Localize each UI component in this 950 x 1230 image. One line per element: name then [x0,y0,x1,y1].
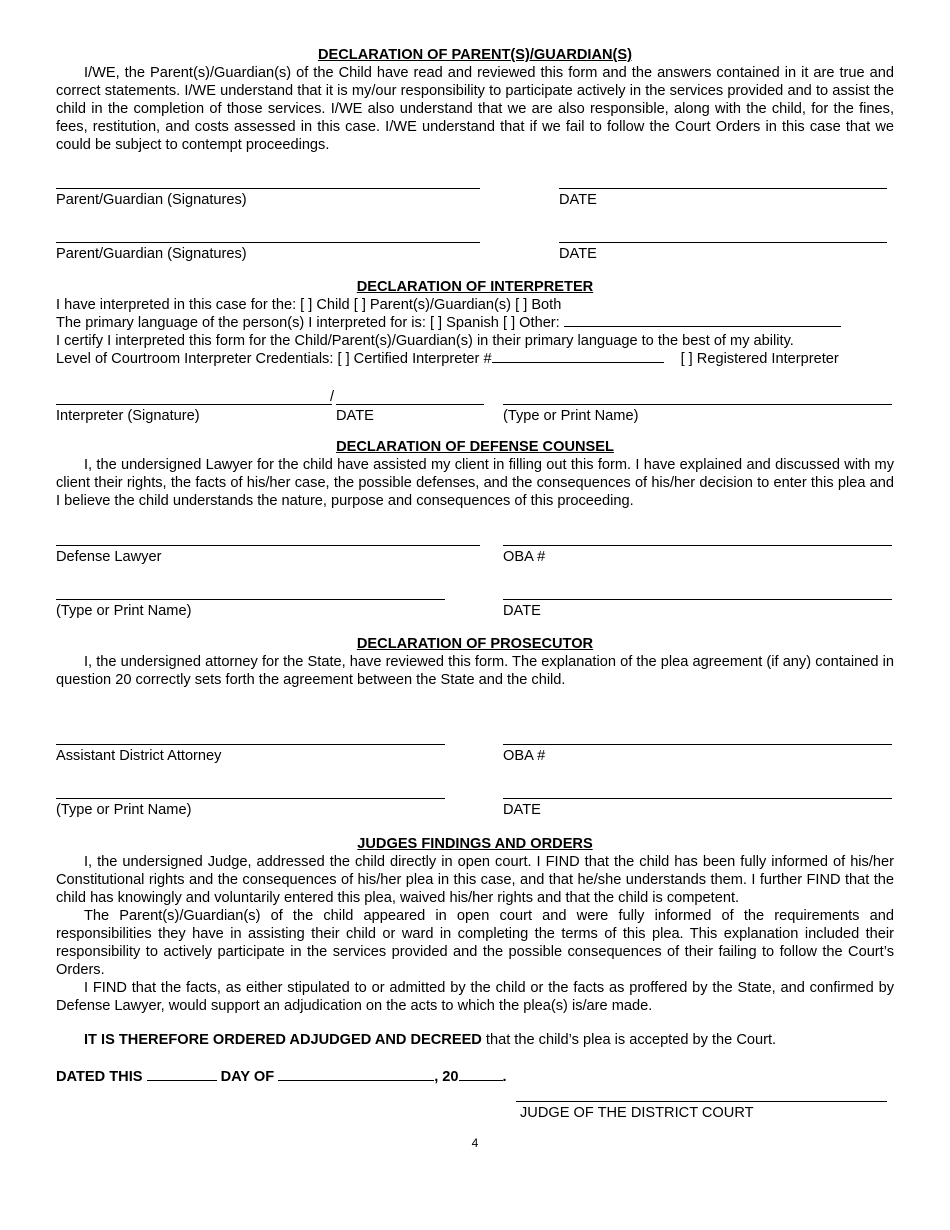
defense-declaration-text: I, the undersigned Lawyer for the child have assisted my client in filling out this form. I have explained and discussed with my client their rights, the facts of his/her case, the possible defenses, and the consequences of his/her decision to enter this plea and I believe the child understands the nature, purpose and consequences of this proceeding. [56,457,894,509]
parent-signature-row-2 [56,230,894,270]
defense-name-label: (Type or Print Name) [56,603,192,619]
interpreter-section [56,278,894,368]
judge-heading: JUDGES FINDINGS AND ORDERS [357,836,593,852]
ada-label: Assistant District Attorney [56,748,222,764]
defense-section [56,438,894,510]
judge-section [56,835,894,1015]
interpreter-heading: DECLARATION OF INTERPRETER [356,279,594,295]
interpreter-signature-label: Interpreter (Signature) [56,408,200,424]
interpreter-language-line [56,314,894,332]
interpreter-certify-line: I certify I interpreted this form for the Child/Parent(s)/Guardian(s) in their primary language to the best of my ability. [56,333,794,349]
defense-heading: DECLARATION OF DEFENSE COUNSEL [336,439,614,455]
parent-declaration-text: I/WE, the Parent(s)/Guardian(s) of the Child have read and reviewed this form and the answers contained in it are true and correct statements. I/WE understand that it is my/our responsibility to participate actively in the services provided and to assist the child in the completion of those services. I/WE also understand that we are also responsible, along with the child, for the fines, fees, restitution, and costs assessed in this case. I/WE understand that if we fail to follow the Court Orders in this case that we could be subject to contempt proceedings. [56,65,894,153]
month-field[interactable] [278,1068,434,1081]
judge-finding-paragraph-2: The Parent(s)/Guardian(s) of the child appeared in open court and were fully informed of the requirements and responsibilities they have in assisting their child or ward in completing the terms of this plea. This explanation included their responsibility to actively participate in the services provided and the possible consequences of their failing to follow the Court’s Orders. [56,908,894,978]
certified-interpreter-label: Level of Courtroom Interpreter Credentials: [ ] Certified Interpreter # [56,351,492,367]
parent-signature-field[interactable] [56,176,480,209]
dated-this-label: DATED THIS [56,1069,143,1085]
judge-signature-label: JUDGE OF THE DISTRICT COURT [520,1105,754,1121]
day-field[interactable] [147,1068,217,1081]
defense-date-field[interactable] [503,587,892,620]
interpreter-signature-field[interactable] [56,392,332,425]
certified-number-field[interactable] [492,350,664,363]
parent-signature-field[interactable] [56,230,480,263]
defense-signature-row [56,533,894,573]
interpreter-signature-row [56,389,894,432]
judge-finding-paragraph-1: I, the undersigned Judge, addressed the child directly in open court. I FIND that the child has been fully informed of his/her Constitutional rights and the consequences of his/her plea in this case, and that he/she understands them. I further FIND that the child has knowingly and voluntarily entered this plea, waived his/her rights and that the child is competent. [56,854,894,906]
parent-signature-label: Parent/Guardian (Signatures) [56,192,247,208]
interpreter-party-line: I have interpreted in this case for the: [ ] Child [ ] Parent(s)/Guardian(s) [ ] Both [56,297,562,313]
prosecutor-name-row [56,786,894,826]
order-statement [84,1031,776,1049]
prosecutor-date-label: DATE [503,802,541,818]
interpreter-language-text: The primary language of the person(s) I interpreted for is: [ ] Spanish [ ] Other: [56,315,560,331]
defense-lawyer-label: Defense Lawyer [56,549,162,565]
parent-heading: DECLARATION OF PARENT(S)/GUARDIAN(S) [317,47,632,63]
page-number: 4 [471,1136,479,1150]
prosecutor-signature-row [56,732,894,772]
parent-signature-row-1 [56,176,894,216]
parent-date-label: DATE [559,246,597,262]
interpreter-name-field[interactable] [503,392,892,425]
judge-finding-paragraph-3: I FIND that the facts, as either stipulated to or admitted by the child or the facts as proffered by the State, and confirmed by Defense Lawyer, would support an adjudication on the acts to which the plea(s) is/are made. [56,980,894,1014]
slash-separator: / [330,389,335,405]
parent-section [56,46,894,154]
prosecutor-name-field[interactable] [56,786,445,819]
parent-date-label: DATE [559,192,597,208]
defense-name-field[interactable] [56,587,445,620]
registered-interpreter-label: [ ] Registered Interpreter [680,351,839,367]
ada-signature-field[interactable] [56,732,445,765]
prosecutor-oba-label: OBA # [503,748,546,764]
prosecutor-section [56,635,894,689]
defense-oba-field[interactable] [503,533,892,566]
dated-line: DATED THIS DAY OF , 20 . [56,1069,507,1085]
prosecutor-name-label: (Type or Print Name) [56,802,192,818]
defense-date-label: DATE [503,603,541,619]
defense-oba-label: OBA # [503,549,546,565]
judge-signature-field[interactable] [516,1089,887,1122]
prosecutor-oba-field[interactable] [503,732,892,765]
interpreter-name-label: (Type or Print Name) [503,408,639,424]
order-bold-text: IT IS THEREFORE ORDERED ADJUDGED AND DECREED [84,1032,482,1048]
prosecutor-heading: DECLARATION OF PROSECUTOR [356,636,594,652]
interpreter-date-label: DATE [336,408,374,424]
prosecutor-declaration-text: I, the undersigned attorney for the State, have reviewed this form. The explanation of the plea agreement (if any) contained in question 20 correctly sets forth the agreement between the State and the child. [56,654,894,688]
parent-signature-label: Parent/Guardian (Signatures) [56,246,247,262]
judge-signature-row [56,1089,894,1129]
day-of-label: DAY OF [220,1069,275,1085]
defense-name-row [56,587,894,627]
prosecutor-date-field[interactable] [503,786,892,819]
year-prefix: , 20 [434,1069,459,1085]
interpreter-credentials-line [56,350,894,368]
defense-lawyer-signature-field[interactable] [56,533,480,566]
other-language-field[interactable] [564,314,841,327]
parent-date-field[interactable] [559,230,887,263]
year-field[interactable] [459,1068,503,1081]
order-rest-text: that the child’s plea is accepted by the Court. [481,1032,777,1048]
parent-date-field[interactable] [559,176,887,209]
interpreter-date-field[interactable] [336,392,484,425]
